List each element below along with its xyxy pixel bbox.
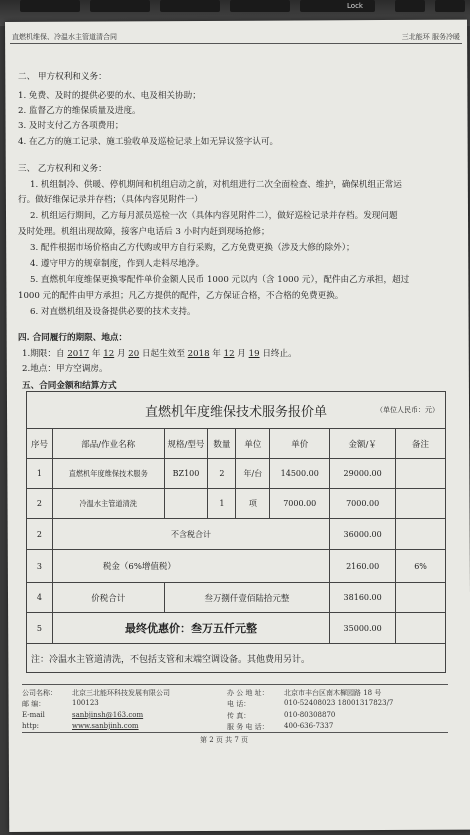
page-header: [12, 32, 460, 42]
end-year: 2018: [187, 349, 210, 359]
service-label: 服 务 电 话：: [227, 723, 269, 731]
section-3-line: 1000 元的配件由甲方承担；凡乙方提供的配件，乙方保证合格，不合格的免费更换。: [18, 291, 344, 301]
row-qty: 1: [208, 489, 236, 519]
row-no: 5: [27, 613, 53, 644]
row-price: 7000.00: [270, 489, 330, 519]
row-unit: 年/台: [236, 459, 270, 489]
column-header: 数量: [208, 429, 236, 459]
row-no: 4: [27, 583, 53, 613]
section-3-line: 行。做好维保记录并存档；（具体内容见附件一）: [18, 195, 203, 205]
final-price-label: 最终优惠价：叁万五仟元整: [52, 613, 329, 644]
row-note: [396, 489, 446, 519]
end-label: 日终止。: [262, 349, 297, 359]
address: 北京市丰台区南木樨园路 18 号: [284, 689, 382, 697]
row-qty: 2: [208, 459, 236, 489]
header-brand: 三北能环 服务冷暖: [401, 33, 460, 41]
quote-unit: （单位人民币：元）: [376, 406, 439, 414]
key: [90, 0, 150, 12]
key: [435, 0, 465, 12]
final-price-amount: 35000.00: [330, 613, 396, 644]
tax-row: [27, 550, 446, 583]
lock-key: Lock: [335, 0, 375, 12]
year-label: 年: [91, 349, 101, 359]
header-divider: [10, 43, 462, 44]
total-row: [27, 583, 446, 613]
total-in-words: 叁万捌仟壹佰陆拾元整: [164, 583, 330, 613]
end-day: 19: [248, 349, 260, 359]
table-header-row: [27, 429, 446, 459]
table-row: [27, 489, 446, 519]
row-spec: BZ100: [164, 459, 208, 489]
month-label: 月: [237, 349, 246, 359]
section-2-item: 4. 在乙方的施工记录、施工验收单及巡检记录上如无异议签字认可。: [18, 137, 279, 147]
service-phone: 400-636-7337: [284, 722, 334, 730]
row-item: 冷温水主管道清洗: [52, 489, 164, 519]
start-month: 12: [103, 349, 115, 359]
subtotal-row: [27, 519, 446, 550]
section-2-title: 二、 甲方权利和义务：: [18, 72, 107, 82]
section-3-line: 及时处理。机组出现故障，接客户电话后 3 小时内赶到现场抢修；: [18, 227, 270, 237]
quote-title-cell: [27, 392, 446, 429]
tel: 010-52408023 18001317823/7: [284, 699, 394, 707]
section-3-line: 5. 直燃机年度维保更换零配件单价金额人民币 1000 元以内（含 1000 元），配件由乙方承担，超过: [30, 275, 410, 285]
section-4-title: 四. 合同履行的期限、地点：: [18, 333, 128, 343]
key: [395, 0, 425, 12]
key: [230, 0, 290, 12]
start-day: 20: [128, 349, 140, 359]
row-note: [396, 459, 446, 489]
quote-title: 直燃机年度维保技术服务报价单: [144, 404, 327, 420]
section-2-item: 2. 监督乙方的维保质量及进度。: [18, 106, 141, 116]
tel-label: 电 话：: [227, 700, 251, 708]
section-2-item: 3. 及时支付乙方各项费用；: [18, 121, 124, 131]
row-no: 3: [27, 550, 53, 583]
website-label: http:: [22, 722, 39, 730]
total-amount: 38160.00: [330, 583, 396, 613]
end-month: 12: [223, 349, 235, 359]
company-label: 公司名称：: [22, 689, 57, 697]
key: [160, 0, 220, 12]
fax-label: 传 真：: [227, 712, 251, 720]
column-header: 部品/作业名称: [52, 429, 164, 459]
column-header: 单价: [270, 429, 330, 459]
section-3-line: 1. 机组制冷、供暖、停机期间和机组启动之前，对机组进行二次全面检查、维护，确保机组正常运: [30, 180, 402, 190]
start-year: 2017: [67, 349, 90, 359]
total-label: 价税合计: [52, 583, 164, 613]
empty-cell: [396, 519, 446, 550]
section-3-line: 6. 对直燃机组及设备提供必要的技术支持。: [30, 307, 196, 317]
email-link[interactable]: sanbjinsh@163.com: [72, 711, 144, 719]
address-label: 办 公 地 址：: [227, 689, 269, 697]
section-3-title: 三、 乙方权利和义务：: [18, 164, 107, 174]
section-3-line: 4. 遵守甲方的规章制度，作到人走料尽地净。: [30, 259, 205, 269]
period-label: 1.期限：自: [22, 349, 65, 359]
empty-cell: [396, 613, 446, 644]
section-2-item: 1. 免费、及时的提供必要的水、电及相关协助；: [18, 91, 201, 101]
quote-note: 注：冷温水主管道清洗，不包括支管和末端空调设备。其他费用另计。: [27, 644, 446, 673]
row-amount: 7000.00: [330, 489, 396, 519]
final-price-row: [27, 613, 446, 644]
quote-table: [26, 391, 446, 673]
month-label: 月: [116, 349, 126, 359]
column-header: 单位: [236, 429, 270, 459]
row-price: 14500.00: [270, 459, 330, 489]
page-number: 第 2 页 共 7 页: [200, 736, 249, 744]
key: [20, 0, 80, 12]
column-header: 规格/型号: [164, 429, 208, 459]
company-name: 北京三北能环科技发展有限公司: [72, 689, 170, 697]
row-item: 直燃机年度维保技术服务: [52, 459, 164, 489]
row-amount: 29000.00: [330, 459, 396, 489]
column-header: 备注: [396, 429, 446, 459]
row-unit: 项: [236, 489, 270, 519]
column-header: 金额/￥: [330, 429, 396, 459]
postcode: 100123: [72, 699, 99, 707]
tax-note: 6%: [396, 550, 446, 583]
tax-amount: 2160.00: [330, 550, 396, 583]
empty-cell: [396, 583, 446, 613]
row-spec: [164, 489, 208, 519]
contract-period: [22, 349, 297, 360]
subtotal-label: 不含税合计: [52, 519, 329, 550]
row-no: 2: [27, 489, 53, 519]
email-label: E-mail: [22, 711, 45, 719]
subtotal-amount: 36000.00: [330, 519, 396, 550]
header-title: 直燃机维保、冷温水主管道清合同: [12, 33, 117, 41]
section-3-line: 2. 机组运行期间，乙方每月派员巡检一次（具体内容见附件二），做好巡检记录并存档。发现问题: [30, 211, 398, 221]
effective-label: 日起生效至: [141, 349, 185, 359]
section-3-line: 3. 配件根据市场价格由乙方代购或甲方自行采购，乙方免费更换（涉及大修的除外）；: [30, 243, 355, 253]
fax: 010-80308870: [284, 711, 336, 719]
row-no: 2: [27, 519, 53, 550]
contract-place: 2.地点：甲方空调房。: [22, 364, 108, 374]
tax-label: 税金（6%增值税）: [52, 550, 329, 583]
row-no: 1: [27, 459, 53, 489]
website-link[interactable]: www.sanbjinh.com: [72, 722, 139, 730]
section-5-title: 五、合同金额和结算方式: [22, 381, 117, 391]
column-header: 序号: [27, 429, 53, 459]
table-row: [27, 459, 446, 489]
postcode-label: 邮 编：: [22, 700, 46, 708]
year-label: 年: [212, 349, 221, 359]
